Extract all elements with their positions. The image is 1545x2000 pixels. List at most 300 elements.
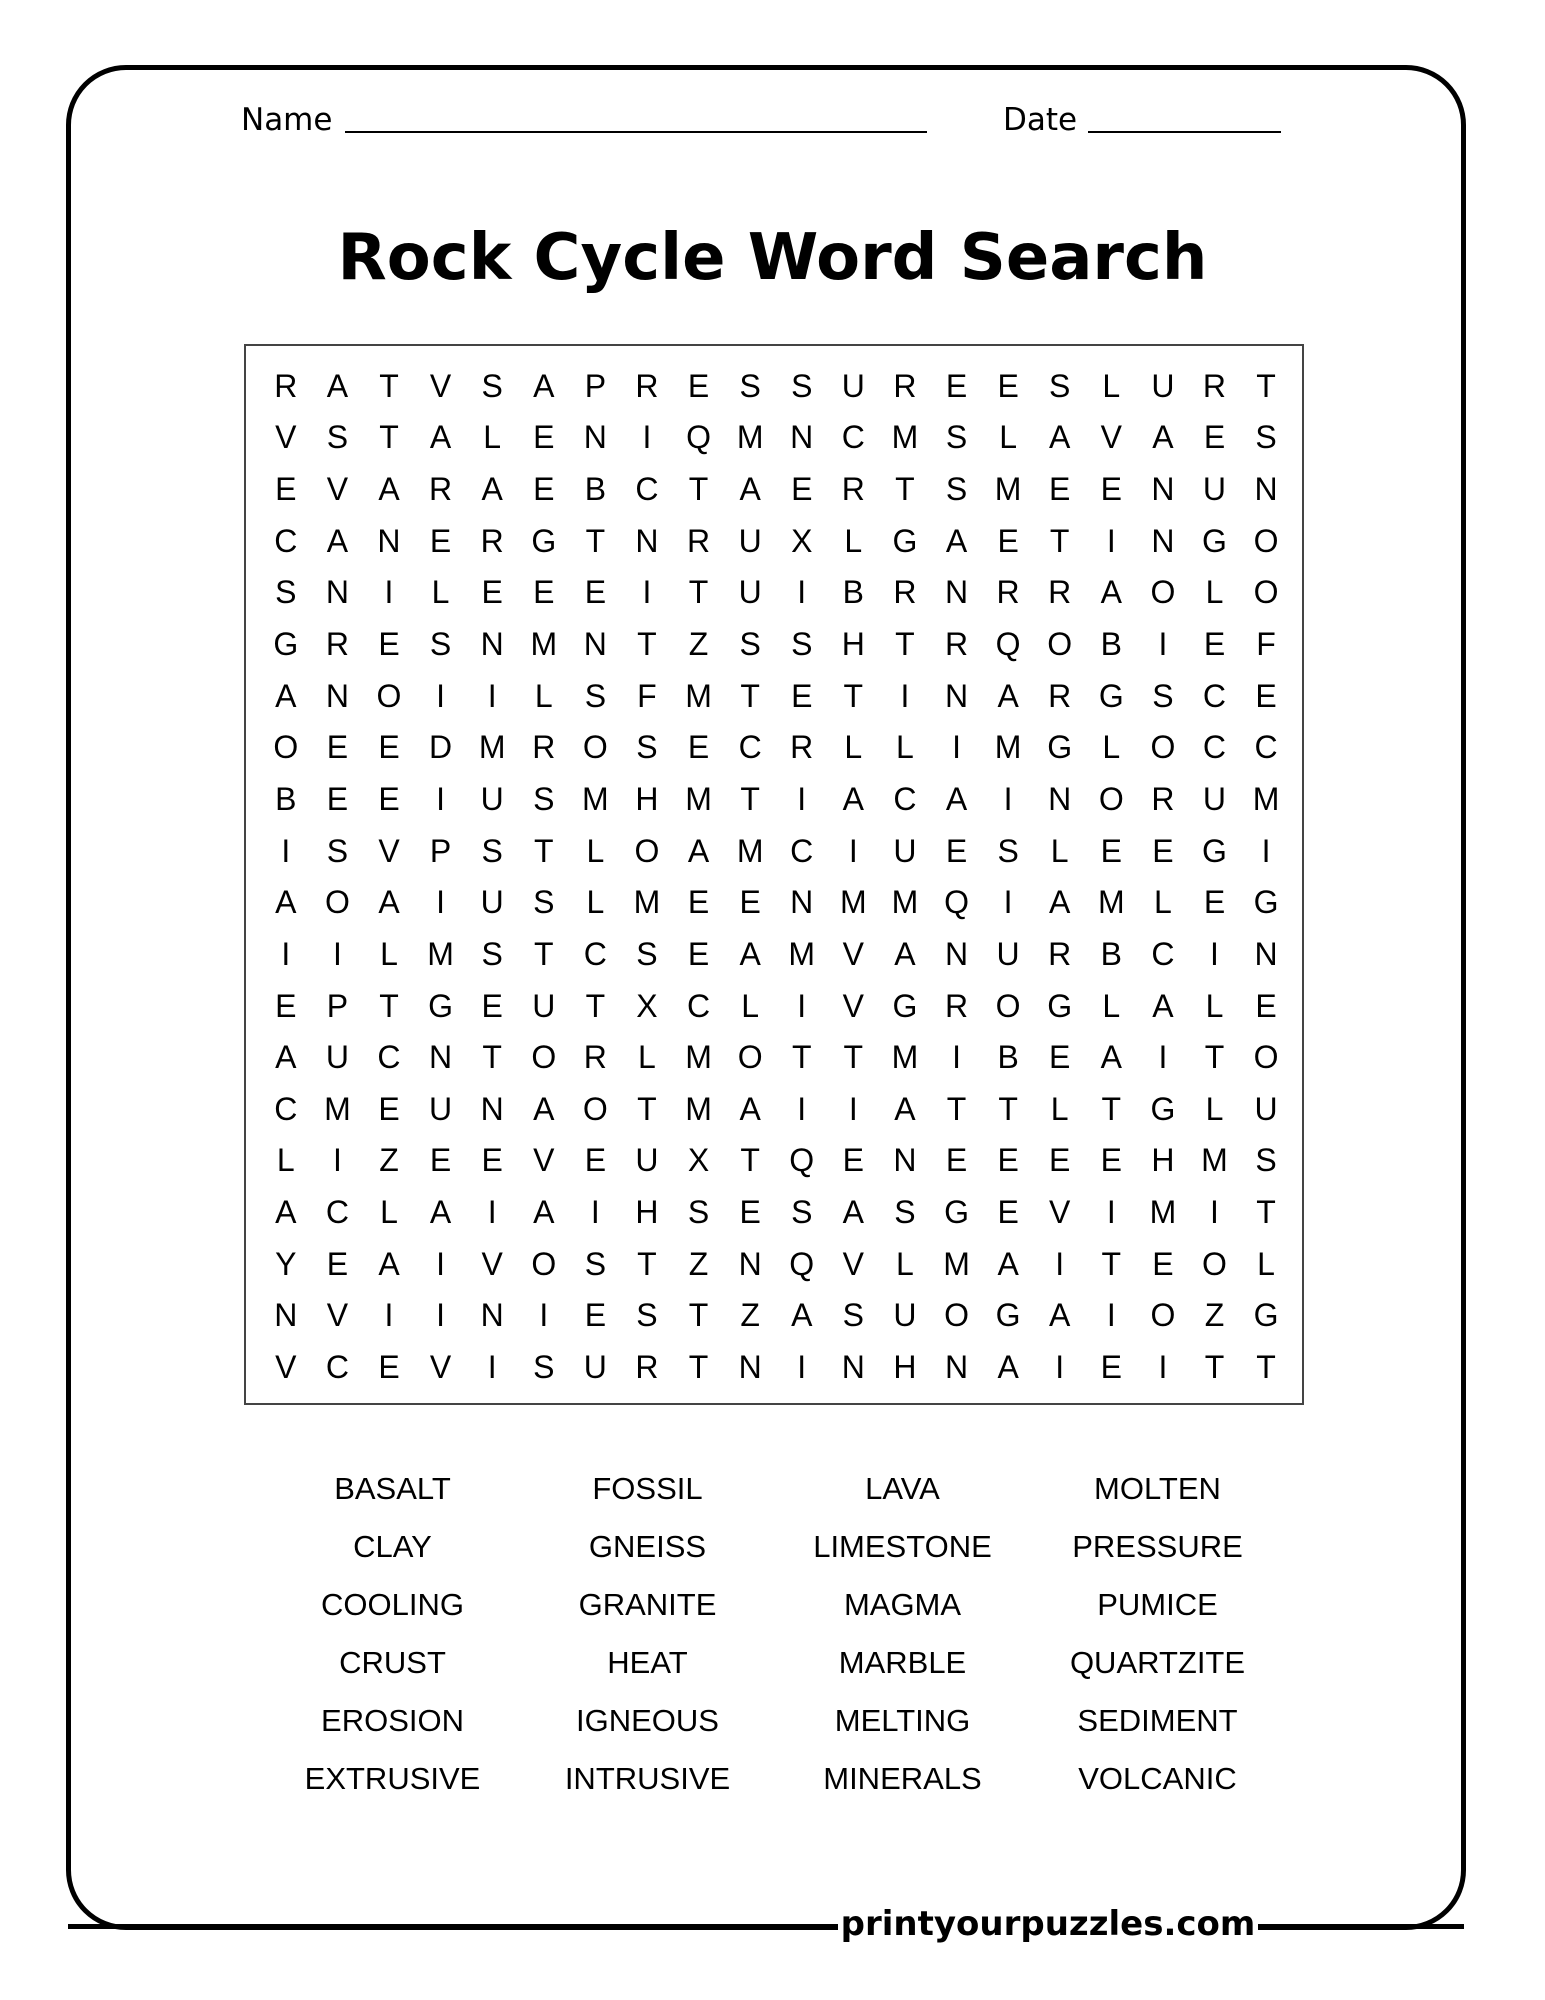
grid-letter: T xyxy=(585,987,606,1024)
grid-letter: E xyxy=(1152,1245,1174,1282)
grid-letter: U xyxy=(1254,1090,1278,1127)
grid-letter: O xyxy=(1150,1297,1176,1334)
grid-letter: E xyxy=(378,780,400,817)
grid-letter: A xyxy=(275,884,297,921)
grid-letter: A xyxy=(739,471,761,508)
grid-letter: E xyxy=(1100,1142,1122,1179)
grid-letter: S xyxy=(739,367,761,404)
word-list-item: BASALT xyxy=(334,1471,451,1506)
grid-letter: C xyxy=(1202,677,1227,714)
grid-letter: V xyxy=(378,832,400,869)
grid-letter: B xyxy=(275,780,297,817)
grid-letter: I xyxy=(1158,1348,1168,1385)
grid-letter: E xyxy=(687,367,710,404)
grid-letter: O xyxy=(1202,1245,1227,1282)
grid-letter: A xyxy=(894,1090,916,1127)
grid-letter: B xyxy=(1100,626,1122,663)
grid-letter: U xyxy=(635,1142,659,1179)
grid-letter: A xyxy=(429,419,452,456)
grid-letter: E xyxy=(275,471,297,508)
grid-letter: M xyxy=(994,729,1022,766)
grid-letter: M xyxy=(1097,884,1125,921)
grid-letter: I xyxy=(384,1297,394,1334)
grid-letter: I xyxy=(1003,780,1013,817)
grid-letter: E xyxy=(429,522,452,559)
grid-letter: I xyxy=(1158,1039,1168,1076)
grid-letter: D xyxy=(429,729,453,766)
grid-letter: A xyxy=(326,522,349,559)
grid-letter: A xyxy=(945,780,968,817)
date-label: Date xyxy=(1003,102,1078,138)
grid-letter: A xyxy=(533,1090,555,1127)
grid-letter: G xyxy=(944,1194,969,1231)
grid-letter: E xyxy=(997,1142,1019,1179)
grid-letter: R xyxy=(1048,935,1072,972)
grid-letter: R xyxy=(790,729,814,766)
grid-letter: T xyxy=(379,419,399,456)
grid-letter: A xyxy=(791,1297,813,1334)
word-list-item: EXTRUSIVE xyxy=(304,1761,481,1796)
grid-letter: T xyxy=(533,832,554,869)
grid-letter: E xyxy=(584,1142,607,1179)
grid-letter: N xyxy=(841,1348,865,1385)
grid-letter: A xyxy=(326,367,349,404)
grid-letter: R xyxy=(996,574,1020,611)
grid-letter: S xyxy=(945,471,968,508)
grid-letter: S xyxy=(945,419,968,456)
grid-letter: T xyxy=(637,1090,657,1127)
grid-letter: U xyxy=(996,935,1020,972)
grid-letter: U xyxy=(429,1090,453,1127)
grid-letter: Q xyxy=(789,1142,815,1179)
grid-letter: O xyxy=(582,1090,608,1127)
grid-letter: G xyxy=(892,987,918,1024)
grid-letter: Z xyxy=(740,1297,760,1334)
word-list-item: MOLTEN xyxy=(1094,1471,1221,1506)
grid-letter: E xyxy=(739,1194,761,1231)
grid-letter: T xyxy=(895,471,915,508)
grid-letter: N xyxy=(429,1039,453,1076)
grid-letter: M xyxy=(478,729,506,766)
grid-letter: E xyxy=(791,677,813,714)
grid-letter: V xyxy=(429,1348,452,1385)
grid-letter: X xyxy=(636,987,658,1024)
grid-letter: T xyxy=(946,1090,967,1127)
grid-letter: E xyxy=(945,367,968,404)
grid-letter: L xyxy=(741,987,760,1024)
grid-letter: S xyxy=(1049,367,1071,404)
grid-letter: O xyxy=(1253,574,1279,611)
grid-letter: L xyxy=(483,419,502,456)
grid-letter: N xyxy=(635,522,659,559)
grid-letter: L xyxy=(380,1194,398,1231)
grid-letter: V xyxy=(1049,1194,1071,1231)
grid-letter: U xyxy=(480,780,504,817)
grid-letter: L xyxy=(586,832,605,869)
grid-letter: N xyxy=(1254,935,1278,972)
word-list-item: MARBLE xyxy=(838,1645,967,1680)
grid-letter: N xyxy=(738,1348,762,1385)
grid-letter: G xyxy=(1202,522,1227,559)
grid-letter: I xyxy=(539,1297,549,1334)
grid-letter: E xyxy=(997,1194,1019,1231)
grid-letter: C xyxy=(325,1348,349,1385)
grid-letter: V xyxy=(1100,419,1122,456)
grid-letter: G xyxy=(1253,884,1279,921)
grid-letter: I xyxy=(797,780,807,817)
grid-letter: V xyxy=(842,935,864,972)
grid-letter: G xyxy=(892,522,918,559)
grid-letter: N xyxy=(944,935,969,972)
grid-letter: I xyxy=(952,729,961,766)
grid-letter: S xyxy=(791,626,813,663)
grid-letter: E xyxy=(584,574,607,611)
grid-letter: N xyxy=(480,626,504,663)
grid-letter: L xyxy=(1102,367,1121,404)
word-list-item: LAVA xyxy=(865,1471,940,1506)
grid-letter: T xyxy=(740,780,760,817)
grid-letter: N xyxy=(583,626,607,663)
grid-letter: N xyxy=(790,884,814,921)
grid-letter: N xyxy=(377,522,401,559)
grid-letter: T xyxy=(1101,1245,1122,1282)
grid-letter: C xyxy=(274,522,298,559)
grid-letter: E xyxy=(275,987,297,1024)
grid-letter: R xyxy=(944,987,969,1024)
grid-letter: N xyxy=(1048,780,1072,817)
grid-letter: E xyxy=(533,471,555,508)
word-list-item: INTRUSIVE xyxy=(564,1761,731,1796)
grid-letter: S xyxy=(584,677,607,714)
grid-letter: N xyxy=(480,1090,504,1127)
grid-letter: I xyxy=(952,1039,961,1076)
grid-letter: V xyxy=(326,1297,349,1334)
grid-letter: A xyxy=(378,884,400,921)
word-list-item: MELTING xyxy=(834,1703,971,1738)
grid-letter: U xyxy=(738,574,762,611)
grid-letter: T xyxy=(637,1245,657,1282)
grid-letter: O xyxy=(273,729,299,766)
grid-letter: U xyxy=(1202,471,1227,508)
grid-letter: L xyxy=(638,1039,656,1076)
grid-letter: S xyxy=(894,1194,916,1231)
grid-letter: A xyxy=(275,677,297,714)
grid-letter: T xyxy=(379,367,399,404)
grid-letter: E xyxy=(945,1142,968,1179)
grid-letter: U xyxy=(1202,780,1227,817)
grid-letter: G xyxy=(428,987,454,1024)
grid-letter: I xyxy=(436,677,446,714)
grid-letter: N xyxy=(944,677,969,714)
page-title: Rock Cycle Word Search xyxy=(337,221,1208,295)
grid-letter: T xyxy=(482,1039,502,1076)
grid-letter: A xyxy=(842,780,864,817)
grid-letter: I xyxy=(642,574,652,611)
grid-letter: I xyxy=(1055,1245,1065,1282)
grid-letter: S xyxy=(636,729,658,766)
grid-letter: N xyxy=(1151,522,1175,559)
word-list-item: MINERALS xyxy=(823,1761,982,1796)
grid-letter: O xyxy=(1150,574,1176,611)
grid-letter: I xyxy=(1055,1348,1065,1385)
word-list-item: PUMICE xyxy=(1097,1587,1218,1622)
grid-letter: G xyxy=(1098,677,1124,714)
grid-letter: E xyxy=(378,1348,400,1385)
grid-letter: R xyxy=(944,626,969,663)
grid-letter: L xyxy=(1050,1090,1069,1127)
grid-letter: S xyxy=(533,1348,555,1385)
grid-letter: Q xyxy=(686,419,711,456)
grid-letter: L xyxy=(1102,987,1121,1024)
grid-letter: E xyxy=(687,729,710,766)
word-list-item: CRUST xyxy=(339,1645,446,1680)
grid-letter: V xyxy=(533,1142,555,1179)
grid-letter: E xyxy=(997,367,1019,404)
grid-letter: E xyxy=(481,1142,503,1179)
grid-letter: U xyxy=(841,367,865,404)
grid-letter: G xyxy=(1202,832,1227,869)
grid-letter: O xyxy=(1253,522,1279,559)
grid-letter: E xyxy=(481,574,503,611)
grid-letter: E xyxy=(945,832,968,869)
grid-letter: G xyxy=(1047,729,1073,766)
grid-letter: R xyxy=(893,574,917,611)
grid-letter: R xyxy=(1048,574,1072,611)
grid-letter: L xyxy=(896,1245,914,1282)
grid-letter: M xyxy=(427,935,454,972)
grid-letter: C xyxy=(686,987,711,1024)
grid-letter: H xyxy=(893,1348,917,1385)
word-list-item: LIMESTONE xyxy=(813,1529,992,1564)
grid-letter: E xyxy=(1100,1348,1122,1385)
grid-letter: T xyxy=(1204,1039,1225,1076)
grid-letter: T xyxy=(1256,367,1276,404)
grid-letter: E xyxy=(1255,987,1277,1024)
grid-letter: S xyxy=(636,935,658,972)
grid-letter: I xyxy=(797,987,807,1024)
grid-letter: B xyxy=(1100,935,1122,972)
grid-letter: I xyxy=(797,574,807,611)
grid-letter: C xyxy=(635,471,659,508)
grid-letter: C xyxy=(377,1039,401,1076)
grid-letter: C xyxy=(583,935,607,972)
grid-letter: A xyxy=(1100,1039,1122,1076)
grid-letter: U xyxy=(325,1039,349,1076)
grid-letter: A xyxy=(739,1090,761,1127)
grid-letter: I xyxy=(590,1194,600,1231)
grid-letter: A xyxy=(378,471,400,508)
grid-letter: R xyxy=(686,522,711,559)
grid-letter: E xyxy=(481,987,503,1024)
grid-letter: E xyxy=(326,780,349,817)
grid-letter: A xyxy=(739,935,761,972)
grid-letter: A xyxy=(1049,884,1071,921)
grid-letter: E xyxy=(1100,832,1122,869)
grid-letter: R xyxy=(635,1348,659,1385)
grid-letter: M xyxy=(1201,1142,1228,1179)
grid-letter: M xyxy=(943,1245,970,1282)
grid-letter: E xyxy=(1203,419,1226,456)
grid-letter: M xyxy=(736,832,764,869)
grid-letter: T xyxy=(585,522,606,559)
grid-letter: R xyxy=(1202,367,1227,404)
grid-letter: H xyxy=(635,1194,659,1231)
grid-letter: N xyxy=(790,419,814,456)
grid-letter: O xyxy=(737,1039,763,1076)
grid-letter: R xyxy=(480,522,504,559)
grid-letter: U xyxy=(480,884,504,921)
grid-letter: I xyxy=(487,677,497,714)
grid-letter: O xyxy=(944,1297,969,1334)
word-list-item: FOSSIL xyxy=(592,1471,703,1506)
grid-letter: T xyxy=(1256,1348,1276,1385)
grid-letter: L xyxy=(1205,574,1224,611)
grid-letter: M xyxy=(891,884,919,921)
grid-letter: V xyxy=(429,367,452,404)
grid-letter: U xyxy=(1151,367,1175,404)
grid-letter: E xyxy=(533,419,555,456)
grid-letter: C xyxy=(274,1090,298,1127)
grid-letter: M xyxy=(582,780,609,817)
grid-letter: H xyxy=(635,780,659,817)
grid-letter: M xyxy=(685,677,712,714)
grid-letter: C xyxy=(790,832,814,869)
grid-letter: E xyxy=(791,471,813,508)
grid-letter: Q xyxy=(995,626,1021,663)
grid-letter: O xyxy=(376,677,402,714)
grid-letter: A xyxy=(378,1245,400,1282)
grid-letter: T xyxy=(688,1297,709,1334)
grid-letter: Z xyxy=(688,1245,709,1282)
grid-letter: T xyxy=(1049,522,1070,559)
grid-letter: I xyxy=(1106,1194,1116,1231)
grid-letter: I xyxy=(384,574,394,611)
grid-letter: E xyxy=(1152,832,1174,869)
grid-letter: L xyxy=(1205,1090,1224,1127)
grid-letter: I xyxy=(1106,522,1116,559)
grid-letter: S xyxy=(481,367,503,404)
grid-letter: E xyxy=(1203,626,1226,663)
grid-letter: Z xyxy=(1204,1297,1225,1334)
grid-letter: I xyxy=(1158,626,1168,663)
grid-letter: E xyxy=(687,935,710,972)
grid-letter: S xyxy=(533,884,555,921)
grid-letter: S xyxy=(533,780,555,817)
grid-letter: E xyxy=(326,729,349,766)
grid-letter: F xyxy=(1256,626,1276,663)
grid-letter: G xyxy=(1253,1297,1279,1334)
grid-letter: L xyxy=(896,729,914,766)
grid-letter: M xyxy=(1252,780,1280,817)
grid-letter: R xyxy=(1151,780,1175,817)
grid-letter: A xyxy=(997,1245,1019,1282)
grid-letter: M xyxy=(736,419,764,456)
word-list-item: VOLCANIC xyxy=(1078,1761,1237,1796)
grid-letter: R xyxy=(325,626,349,663)
grid-letter: P xyxy=(429,832,452,869)
grid-letter: P xyxy=(584,367,607,404)
grid-letter: E xyxy=(687,884,710,921)
grid-letter: N xyxy=(944,574,969,611)
grid-letter: S xyxy=(739,626,761,663)
grid-letter: I xyxy=(797,1090,807,1127)
grid-letter: M xyxy=(685,780,712,817)
grid-letter: S xyxy=(1255,1142,1277,1179)
date-line xyxy=(1088,131,1281,133)
grid-letter: N xyxy=(325,574,349,611)
grid-letter: I xyxy=(642,419,652,456)
grid-letter: A xyxy=(1049,419,1071,456)
grid-letter: I xyxy=(1210,1194,1219,1231)
grid-letter: R xyxy=(583,1039,607,1076)
grid-letter: T xyxy=(1101,1090,1122,1127)
grid-letter: G xyxy=(273,626,299,663)
grid-letter: Z xyxy=(379,1142,399,1179)
grid-letter: E xyxy=(533,574,555,611)
grid-letter: S xyxy=(1255,419,1277,456)
grid-letter: R xyxy=(635,367,659,404)
grid-letter: S xyxy=(687,1194,710,1231)
grid-letter: R xyxy=(893,367,917,404)
grid-letter: S xyxy=(842,1297,864,1334)
grid-letter: T xyxy=(740,1142,760,1179)
grid-letter: R xyxy=(1048,677,1072,714)
grid-letter: O xyxy=(324,884,350,921)
grid-letter: Q xyxy=(944,884,969,921)
grid-letter: O xyxy=(1047,626,1073,663)
grid-letter: A xyxy=(997,677,1019,714)
grid-letter: U xyxy=(532,987,556,1024)
grid-letter: S xyxy=(429,626,452,663)
grid-letter: R xyxy=(841,471,865,508)
grid-letter: U xyxy=(738,522,762,559)
grid-letter: I xyxy=(281,832,291,869)
grid-letter: M xyxy=(685,1039,712,1076)
grid-letter: N xyxy=(583,419,607,456)
grid-letter: M xyxy=(788,935,816,972)
grid-letter: L xyxy=(1050,832,1069,869)
grid-letter: I xyxy=(281,935,291,972)
grid-letter: V xyxy=(326,471,349,508)
grid-letter: N xyxy=(480,1297,504,1334)
grid-letter: I xyxy=(797,1348,807,1385)
grid-letter: C xyxy=(1202,729,1227,766)
grid-letter: C xyxy=(893,780,917,817)
grid-letter: L xyxy=(276,1142,295,1179)
grid-letter: I xyxy=(436,780,446,817)
grid-letter: T xyxy=(533,935,554,972)
grid-letter: A xyxy=(275,1039,297,1076)
grid-letter: S xyxy=(326,419,349,456)
grid-letter: I xyxy=(332,1142,342,1179)
grid-letter: L xyxy=(1102,729,1121,766)
grid-letter: O xyxy=(531,1245,557,1282)
grid-letter: B xyxy=(584,471,607,508)
grid-letter: T xyxy=(379,987,399,1024)
grid-letter: A xyxy=(1152,987,1174,1024)
word-list-item: GRANITE xyxy=(578,1587,717,1622)
grid-letter: I xyxy=(487,1348,497,1385)
grid-letter: I xyxy=(436,1245,446,1282)
grid-letter: Z xyxy=(688,626,709,663)
grid-letter: S xyxy=(997,832,1019,869)
grid-letter: I xyxy=(848,832,858,869)
grid-letter: L xyxy=(586,884,605,921)
grid-letter: T xyxy=(895,626,915,663)
word-list-item: IGNEOUS xyxy=(576,1703,719,1738)
grid-letter: N xyxy=(1254,471,1278,508)
letter-grid xyxy=(260,360,1292,1393)
